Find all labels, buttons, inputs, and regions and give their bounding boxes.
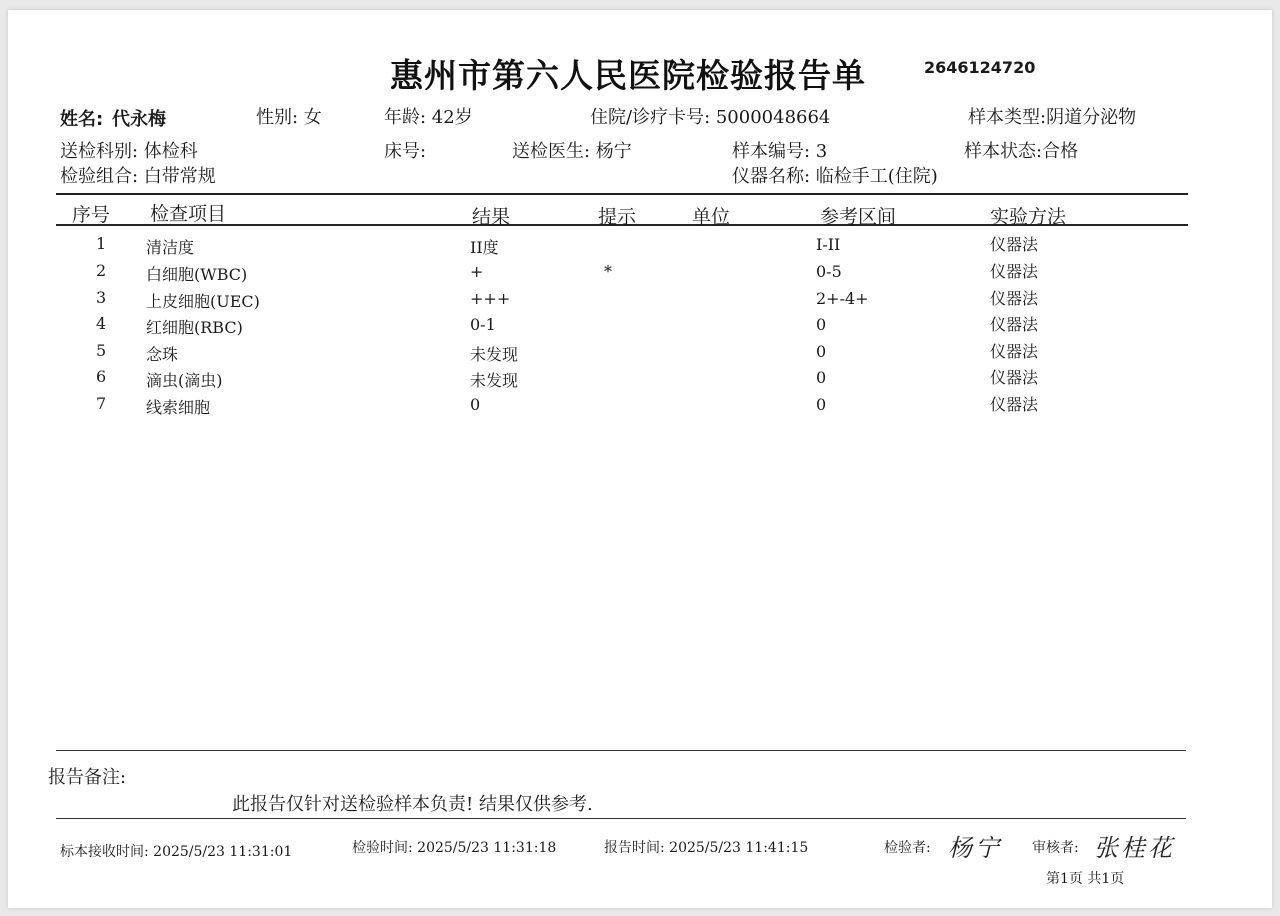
- test-time: 检验时间: 2025/5/23 11:31:18: [352, 840, 557, 856]
- remarks-text: 此报告仅针对送检验样本负责! 结果仅供参考.: [232, 794, 593, 815]
- received-time: 标本接收时间: 2025/5/23 11:31:01: [60, 844, 293, 860]
- cell-reference: 0: [816, 395, 827, 414]
- page-indicator: 第1页 共1页: [1046, 871, 1125, 887]
- cell-item: 上皮细胞(UEC): [146, 292, 260, 311]
- header-unit: 单位: [692, 206, 731, 228]
- sample-number: 样本编号: 3: [732, 141, 828, 162]
- header-reference: 参考区间: [820, 206, 897, 228]
- patient-name: 代永梅: [112, 109, 166, 130]
- cell-item: 线索细胞: [146, 398, 211, 417]
- cell-reference: 0: [816, 342, 827, 361]
- sample-type: 样本类型:阴道分泌物: [968, 107, 1137, 128]
- header-hint: 提示: [598, 206, 637, 228]
- cell-reference: I-II: [816, 235, 841, 254]
- remarks-label: 报告备注:: [48, 767, 127, 788]
- cell-method: 仪器法: [990, 262, 1039, 281]
- patient-gender: 性别: 女: [256, 107, 322, 128]
- inspector-label: 检验者:: [884, 840, 931, 856]
- cell-item: 念珠: [146, 345, 179, 364]
- sample-status: 样本状态:合格: [964, 141, 1079, 162]
- cell-method: 仪器法: [990, 235, 1039, 254]
- header-item: 检查项目: [150, 203, 227, 225]
- report-time: 报告时间: 2025/5/23 11:41:15: [604, 840, 809, 856]
- cell-no: 7: [96, 394, 107, 413]
- cell-result: +++: [470, 289, 511, 308]
- barcode-number: 2646124720: [924, 58, 1036, 77]
- cell-result: 0-1: [470, 315, 496, 334]
- inspector-signature: 杨宁: [948, 834, 1002, 862]
- cell-no: 3: [96, 288, 107, 307]
- table-top-rule: [56, 193, 1188, 195]
- report-title: 惠州市第六人民医院检验报告单: [390, 56, 866, 95]
- report-sheet: [8, 10, 1272, 908]
- patient-card-number: 住院/诊疗卡号: 5000048664: [590, 107, 831, 128]
- referring-doctor: 送检医生: 杨宁: [512, 141, 632, 162]
- cell-item: 红细胞(RBC): [146, 318, 243, 337]
- cell-result: 未发现: [470, 371, 519, 390]
- bed-number: 床号:: [384, 141, 427, 162]
- remarks-bottom-rule: [56, 818, 1186, 819]
- patient-name-label: 姓名:: [60, 109, 104, 130]
- cell-item: 白细胞(WBC): [146, 265, 248, 284]
- cell-item: 滴虫(滴虫): [146, 371, 223, 390]
- department: 送检科别: 体检科: [60, 141, 198, 162]
- cell-result: +: [470, 262, 484, 281]
- header-no: 序号: [72, 204, 111, 226]
- cell-hint: *: [604, 262, 612, 281]
- cell-method: 仪器法: [990, 342, 1039, 361]
- cell-no: 5: [96, 341, 107, 360]
- cell-result: 0: [470, 395, 481, 414]
- reviewer-signature: 张桂花: [1094, 834, 1175, 862]
- header-method: 实验方法: [990, 206, 1067, 228]
- cell-item: 清洁度: [146, 238, 195, 257]
- cell-result: II度: [470, 238, 499, 257]
- instrument-name: 仪器名称: 临检手工(住院): [732, 166, 938, 187]
- cell-method: 仪器法: [990, 368, 1039, 387]
- cell-reference: 0: [816, 315, 827, 334]
- cell-result: 未发现: [470, 345, 519, 364]
- cell-no: 4: [96, 314, 107, 333]
- test-group: 检验组合: 白带常规: [60, 166, 216, 187]
- cell-no: 6: [96, 367, 107, 386]
- cell-method: 仪器法: [990, 315, 1039, 334]
- cell-reference: 0-5: [816, 262, 842, 281]
- cell-no: 2: [96, 261, 107, 280]
- header-result: 结果: [472, 206, 511, 228]
- cell-reference: 0: [816, 368, 827, 387]
- patient-age: 年龄: 42岁: [384, 107, 473, 128]
- cell-method: 仪器法: [990, 289, 1039, 308]
- cell-method: 仪器法: [990, 395, 1039, 414]
- cell-reference: 2+-4+: [816, 289, 869, 308]
- cell-no: 1: [96, 234, 107, 253]
- remarks-top-rule: [56, 750, 1186, 751]
- reviewer-label: 审核者:: [1032, 840, 1079, 856]
